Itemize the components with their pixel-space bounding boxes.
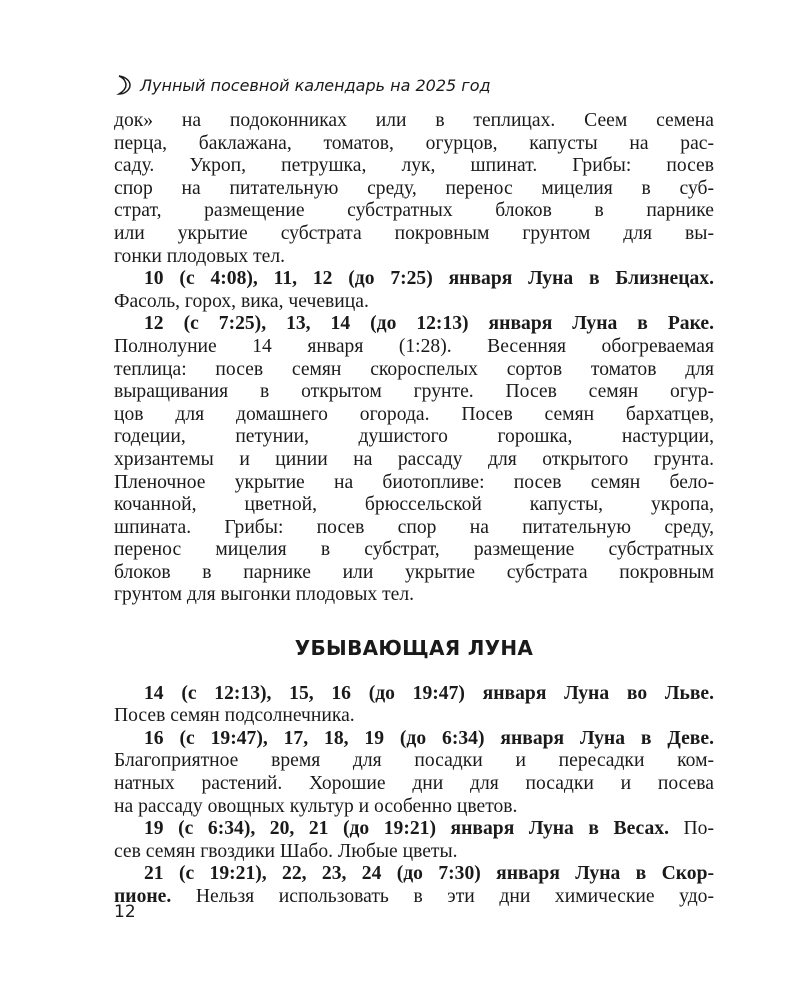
text-line: грунтом для выгонки плодовых тел. [114,584,414,606]
text-line: спор на питательную среду, перенос мицелия в суб- [114,177,714,199]
text-line: выращивания в открытом грунте. Посев семян огур- [114,381,714,403]
text-line: перца, баклажана, томатов, огурцов, капусты на рас- [114,132,714,154]
text-line: теплица: посев семян скороспелых сортов томатов для [114,358,714,380]
crescent-moon-icon [114,74,132,96]
text-line: Пленочное укрытие на биотопливе: посев семян бело- [114,471,714,493]
entry-heading: 19 (с 6:34), 20, 21 (до 19:21) января Луна в Весах. [144,818,669,840]
text-line: Фасоль, горох, вика, чечевица. [114,290,369,312]
entry-heading: 21 (с 19:21), 22, 23, 24 (до 7:30) января Луна в Скор- [144,863,714,885]
text-line: натных растений. Хорошие дни для посадки и посева [114,773,714,795]
header-title: Лунный посевной календарь на 2025 год [140,75,491,95]
scorpio-entry-continuation [114,886,714,909]
text-line: кочанной, цветной, брюссельской капусты, укропа, [114,494,714,516]
text-line: хризантемы и цинии на рассаду для открытого грунта. [114,448,714,470]
text-line: страт, размещение субстратных блоков в парнике [114,200,714,222]
entry-heading: 10 (с 4:08), 11, 12 (до 7:25) января Луна в Близнецах. [144,268,714,290]
leo-entry-title [114,683,714,706]
text-line: перенос мицелия в субстрат, размещение субстратных [114,539,714,561]
text-line: док» на подоконниках или в теплицах. Сеем семена [114,110,714,131]
text-fragment: По- [668,818,714,840]
text-line: шпината. Грибы: посев спор на питательную среду, [114,516,714,538]
entry-heading: 16 (с 19:47), 17, 18, 19 (до 6:34) января Луна в Деве. [144,727,714,749]
scorpio-entry-title [114,863,714,886]
entry-heading: 14 (с 12:13), 15, 16 (до 19:47) января Луна во Льве. [144,682,714,704]
running-header [114,74,491,96]
text-line: цов для домашнего огорода. Посев семян бархатцев, [114,403,714,425]
text-line: Посев семян подсолнечника. [114,705,355,727]
text-fragment: Нельзя использовать в эти дни химические удо- [171,886,714,907]
gemini-entry-title [114,268,714,291]
text-line: годеции, петунии, душистого горошка, настурции, [114,426,714,448]
text-line: Благоприятное время для посадки и пересадки ком- [114,750,714,772]
text-line: Полнолуние 14 января (1:28). Весенняя обогреваемая [114,335,714,357]
entry-heading-continued: пионе. [114,886,172,907]
text-line: или укрытие субстрата покровным грунтом для вы- [114,222,714,244]
text-line: гонки плодовых тел. [114,245,286,267]
text-line: саду. Укроп, петрушка, лук, шпинат. Грибы: посев [114,155,714,177]
entry-heading: 12 (с 7:25), 13, 14 (до 12:13) января Луна в Раке. [144,313,714,335]
text-line: блоков в парнике или укрытие субстрата покровным [114,561,714,583]
page-number: 12 [114,902,136,922]
text-line: на рассаду овощных культур и особенно цветов. [114,795,518,817]
libra-entry-title [114,818,714,841]
page-body [114,110,714,909]
section-heading: УБЫВАЮЩАЯ ЛУНА [294,636,534,661]
cancer-entry-title [114,313,714,336]
text-line: сев семян гвоздики Шабо. Любые цветы. [114,840,458,862]
virgo-entry-title [114,728,714,751]
